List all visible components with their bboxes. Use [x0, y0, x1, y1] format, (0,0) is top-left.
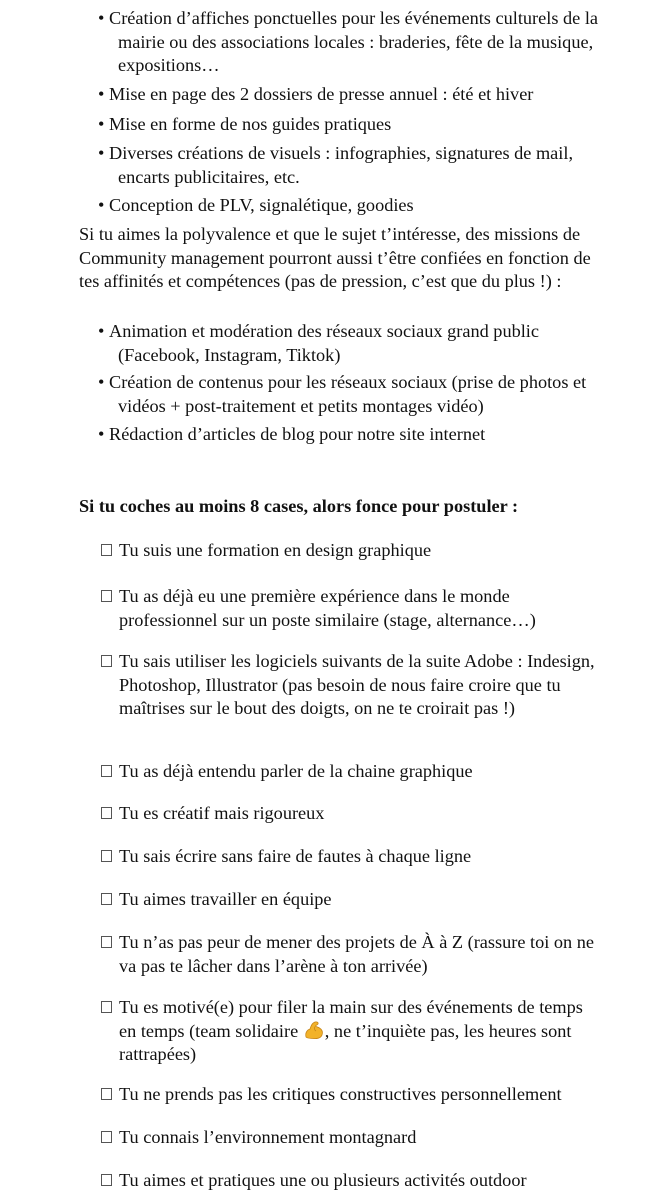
checkbox[interactable]	[101, 544, 112, 556]
bullet-text: Création de contenus pour les réseaux sociaux (prise de photos et vidéos + post-traitement et petits montages vidéo)	[109, 372, 587, 416]
checklist-heading: Si tu coches au moins 8 cases, alors fonce pour postuler :	[79, 496, 519, 516]
bullet-text: Conception de PLV, signalétique, goodies	[109, 195, 414, 215]
checklist-item[interactable]	[101, 760, 601, 784]
checkbox[interactable]	[101, 1088, 112, 1100]
checklist-text: Tu suis une formation en design graphique	[119, 540, 432, 560]
checkbox[interactable]	[101, 1001, 112, 1013]
bullet-dot: •	[98, 8, 105, 28]
checkbox[interactable]	[101, 655, 112, 667]
bullet-text: Création d’affiches ponctuelles pour les événements culturels de la mairie ou des associations locales : braderies, fête de la musique, expositions…	[109, 8, 599, 75]
checklist-item[interactable]	[101, 931, 601, 978]
checklist-text	[101, 996, 601, 1067]
checklist-item[interactable]	[101, 996, 601, 1067]
checklist-text: Tu es créatif mais rigoureux	[119, 803, 325, 823]
bullet-dot: •	[98, 372, 105, 392]
checkbox[interactable]	[101, 590, 112, 602]
checkbox[interactable]	[101, 765, 112, 777]
bullet-item	[98, 83, 618, 107]
checklist-item[interactable]	[101, 1169, 601, 1193]
bullet-dot: •	[98, 424, 105, 444]
checkbox[interactable]	[101, 936, 112, 948]
flexed-biceps-icon	[303, 1020, 325, 1040]
checklist-text: Tu sais utiliser les logiciels suivants de la suite Adobe : Indesign, Photoshop, Illustrator (pas besoin de nous faire croire que tu maîtrises sur le bout des doigts, on ne te croirait pas !)	[119, 651, 595, 718]
bullet-item	[98, 7, 618, 78]
checkbox[interactable]	[101, 1174, 112, 1186]
bullet-dot: •	[98, 143, 105, 163]
checkbox[interactable]	[101, 807, 112, 819]
bullet-dot: •	[98, 84, 105, 104]
checkbox[interactable]	[101, 893, 112, 905]
checklist-text: Tu ne prends pas les critiques constructives personnellement	[119, 1084, 562, 1104]
checklist-text: Tu n’as pas peur de mener des projets de À à Z (rassure toi on ne va pas te lâcher dans l’arène à ton arrivée)	[119, 932, 595, 976]
bullet-text: Rédaction d’articles de blog pour notre site internet	[109, 424, 486, 444]
bullet-dot: •	[98, 195, 105, 215]
bullet-item	[98, 423, 618, 447]
checklist-text: Tu aimes travailler en équipe	[119, 889, 332, 909]
bullet-item	[98, 113, 618, 137]
checkbox[interactable]	[101, 1131, 112, 1143]
checklist-text: Tu aimes et pratiques une ou plusieurs activités outdoor	[119, 1170, 527, 1190]
bullet-text: Mise en forme de nos guides pratiques	[109, 114, 392, 134]
bullet-text: Animation et modération des réseaux sociaux grand public (Facebook, Instagram, Tiktok)	[109, 321, 539, 365]
intro-paragraph: Si tu aimes la polyvalence et que le sujet t’intéresse, des missions de Community management pourront aussi t’être confiées en fonction de tes affinités et compétences (pas de pression, c’est que du plus !) :	[79, 224, 591, 291]
checklist-item[interactable]	[101, 1083, 601, 1107]
bullet-dot: •	[98, 114, 105, 134]
checklist-item[interactable]	[101, 802, 601, 826]
checklist-item[interactable]	[101, 1126, 601, 1150]
checklist-item[interactable]	[101, 650, 601, 721]
bullet-text: Mise en page des 2 dossiers de presse annuel : été et hiver	[109, 84, 534, 104]
checklist-text: Tu sais écrire sans faire de fautes à chaque ligne	[119, 846, 472, 866]
checklist-text-part: Tu es motivé(e) pour filer la main sur des événements de temps en temps (team solidaire	[119, 997, 583, 1041]
checklist-item[interactable]	[101, 888, 601, 912]
checklist-item[interactable]	[101, 845, 601, 869]
bullet-text: Diverses créations de visuels : infographies, signatures de mail, encarts publicitaires, etc.	[109, 143, 574, 187]
checklist-text-part: , ne t’inquiète pas, les heures sont rattrapées)	[119, 1020, 572, 1064]
bullet-item	[98, 142, 618, 189]
bullet-item	[98, 194, 618, 218]
checkbox[interactable]	[101, 850, 112, 862]
checklist-text: Tu as déjà eu une première expérience dans le monde professionnel sur un poste similaire (stage, alternance…)	[119, 586, 536, 630]
bullet-item	[98, 371, 618, 418]
bullet-dot: •	[98, 321, 105, 341]
checklist-item[interactable]	[101, 585, 601, 632]
bullet-item	[98, 320, 618, 367]
checklist-item[interactable]	[101, 539, 601, 563]
checklist-text: Tu connais l’environnement montagnard	[119, 1127, 417, 1147]
checklist-text: Tu as déjà entendu parler de la chaine graphique	[119, 761, 473, 781]
